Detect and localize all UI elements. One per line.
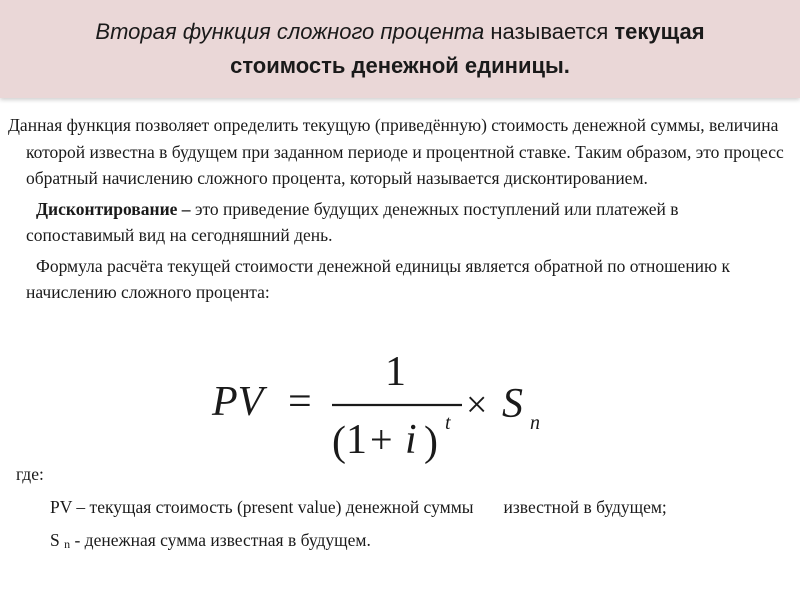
paragraph-definition: Данная функция позволяет определить текущую (приведённую) стоимость денежной суммы, величина которой известна в будущем при заданном периоде и процентной ставке. Таким образом, это процесс обратный начислению сложного процента, который называется дисконтированием.	[8, 115, 784, 188]
definition-sn-symbol: S	[50, 529, 60, 550]
definitions	[26, 494, 786, 557]
title-italic-part: Вторая функция сложного процента	[95, 19, 485, 44]
formula-exponent: t	[445, 412, 451, 434]
discounting-definition: это приведение будущих денежных поступлений или платежей в сопоставимый вид на сегодняшний день.	[26, 198, 679, 245]
paragraph-discounting	[8, 196, 788, 249]
definition-pv-continuation: известной в будущем;	[503, 497, 667, 517]
formula-numerator: 1	[385, 349, 406, 395]
definition-sn-subscript: n	[64, 536, 71, 551]
formula-pv: PV	[212, 379, 264, 425]
definition-pv-text: PV – текущая стоимость (present value) денежной суммы	[50, 497, 474, 517]
paragraph-formula-intro: Формула расчёта текущей стоимости денежной единицы является обратной по отношению к начислению сложного процента:	[26, 255, 731, 302]
formula-open-paren: (	[332, 419, 346, 465]
formula-one: 1	[346, 417, 367, 463]
slide-title-line-1	[95, 15, 704, 49]
present-value-formula	[200, 345, 620, 470]
slide-title	[0, 0, 800, 98]
where-label: где:	[16, 464, 44, 484]
formula-close-paren: )	[424, 419, 438, 465]
title-plain-part: называется	[484, 19, 615, 44]
definition-sn-text: - денежная сумма известная в будущем.	[70, 529, 371, 550]
formula-s-subscript: n	[530, 412, 540, 434]
term-discounting: Дисконтирование –	[36, 198, 191, 219]
formula-times: ×	[466, 384, 488, 426]
formula-plus: +	[370, 417, 393, 462]
definition-sn	[26, 527, 786, 558]
body-text	[8, 112, 788, 306]
title-bold-part: текущая	[614, 19, 705, 44]
formula-equals: =	[288, 379, 312, 425]
formula-s: S	[502, 381, 523, 427]
definition-pv	[26, 494, 786, 521]
slide-title-line-2: стоимость денежной единицы.	[230, 53, 570, 78]
formula-i: i	[405, 417, 417, 463]
